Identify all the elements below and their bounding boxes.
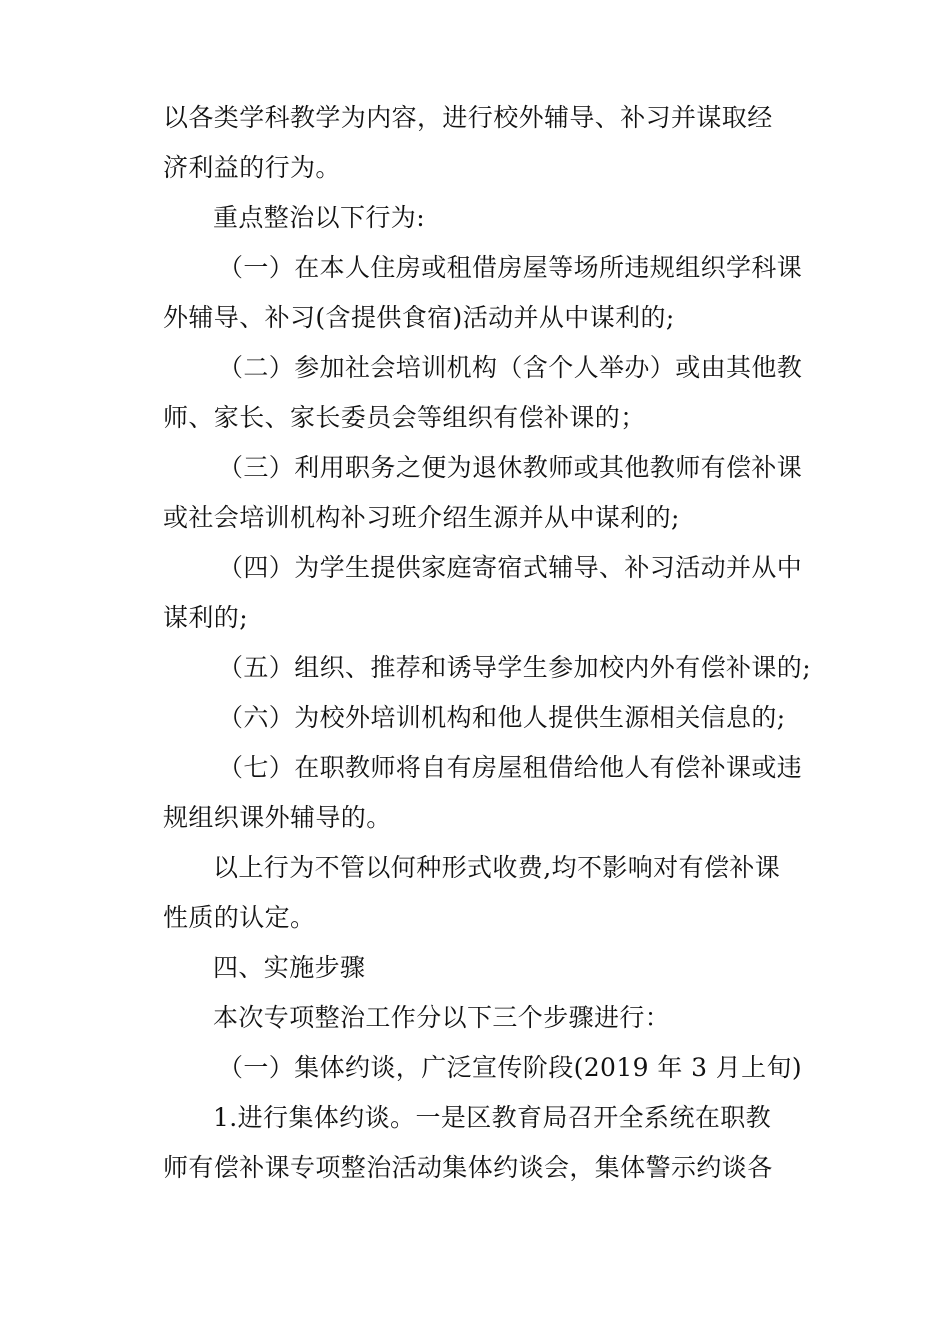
text-line: 师、家长、家长委员会等组织有偿补课的；	[163, 403, 646, 432]
text-line: （四）为学生提供家庭寄宿式辅导、补习活动并从中	[218, 553, 803, 582]
text-line: 济利益的行为。	[163, 153, 341, 182]
document-page	[0, 93, 950, 1193]
text-line: 谋利的;	[163, 603, 249, 632]
text-line: 1.进行集体约谈。一是区教育局召开全系统在职教	[213, 1103, 772, 1132]
text-line: （二）参加社会培训机构（含个人举办）或由其他教	[218, 353, 803, 382]
text-line: 性质的认定。	[163, 903, 316, 932]
text-line: （三）利用职务之便为退休教师或其他教师有偿补课	[218, 453, 803, 482]
text-line: 外辅导、补习(含提供食宿)活动并从中谋利的;	[163, 303, 675, 332]
text-line: 重点整治以下行为:	[213, 203, 426, 232]
text-line: 规组织课外辅导的。	[163, 803, 392, 832]
text-line: 四、实施步骤	[213, 953, 366, 982]
text-line: （七）在职教师将自有房屋租借给他人有偿补课或违	[218, 753, 803, 782]
text-line: （一）集体约谈，广泛宣传阶段(2019 年 3 月上旬)	[218, 1053, 803, 1082]
text-line: （六）为校外培训机构和他人提供生源相关信息的;	[218, 703, 786, 732]
text-line: 或社会培训机构补习班介绍生源并从中谋利的;	[163, 503, 680, 532]
text-line: 师有偿补课专项整治活动集体约谈会，集体警示约谈各	[163, 1153, 773, 1182]
text-line: （五）组织、推荐和诱导学生参加校内外有偿补课的;	[218, 653, 812, 682]
text-line: （一）在本人住房或租借房屋等场所违规组织学科课	[218, 253, 803, 282]
text-line: 以上行为不管以何种形式收费,均不影响对有偿补课	[213, 853, 781, 882]
text-line: 本次专项整治工作分以下三个步骤进行：	[213, 1003, 671, 1032]
text-line: 以各类学科教学为内容，进行校外辅导、补习并谋取经	[163, 103, 773, 132]
